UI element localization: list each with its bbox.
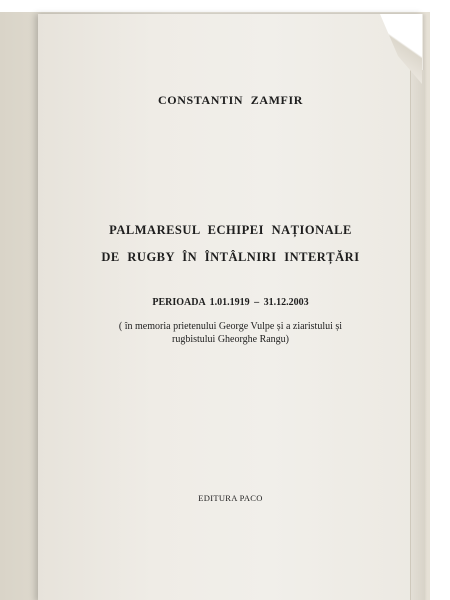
book-title-line-1: PALMARESUL ECHIPEI NAȚIONALE [109, 223, 352, 237]
dedication-line-2: rugbistului Gheorghe Rangu) [171, 334, 290, 345]
period-range: PERIOADA 1.01.1919 – 31.12.2003 [152, 297, 309, 308]
publisher-name: EDITURA PACO [198, 493, 263, 503]
book-title-line-2: DE RUGBY ÎN ÎNTÂLNIRI INTERȚĂRI [101, 250, 360, 264]
dedication-line-1: ( în memoria prietenului George Vulpe și a ziaristului și [118, 321, 343, 332]
author-name: CONSTANTIN ZAMFIR [158, 93, 303, 107]
dedication [38, 320, 423, 346]
